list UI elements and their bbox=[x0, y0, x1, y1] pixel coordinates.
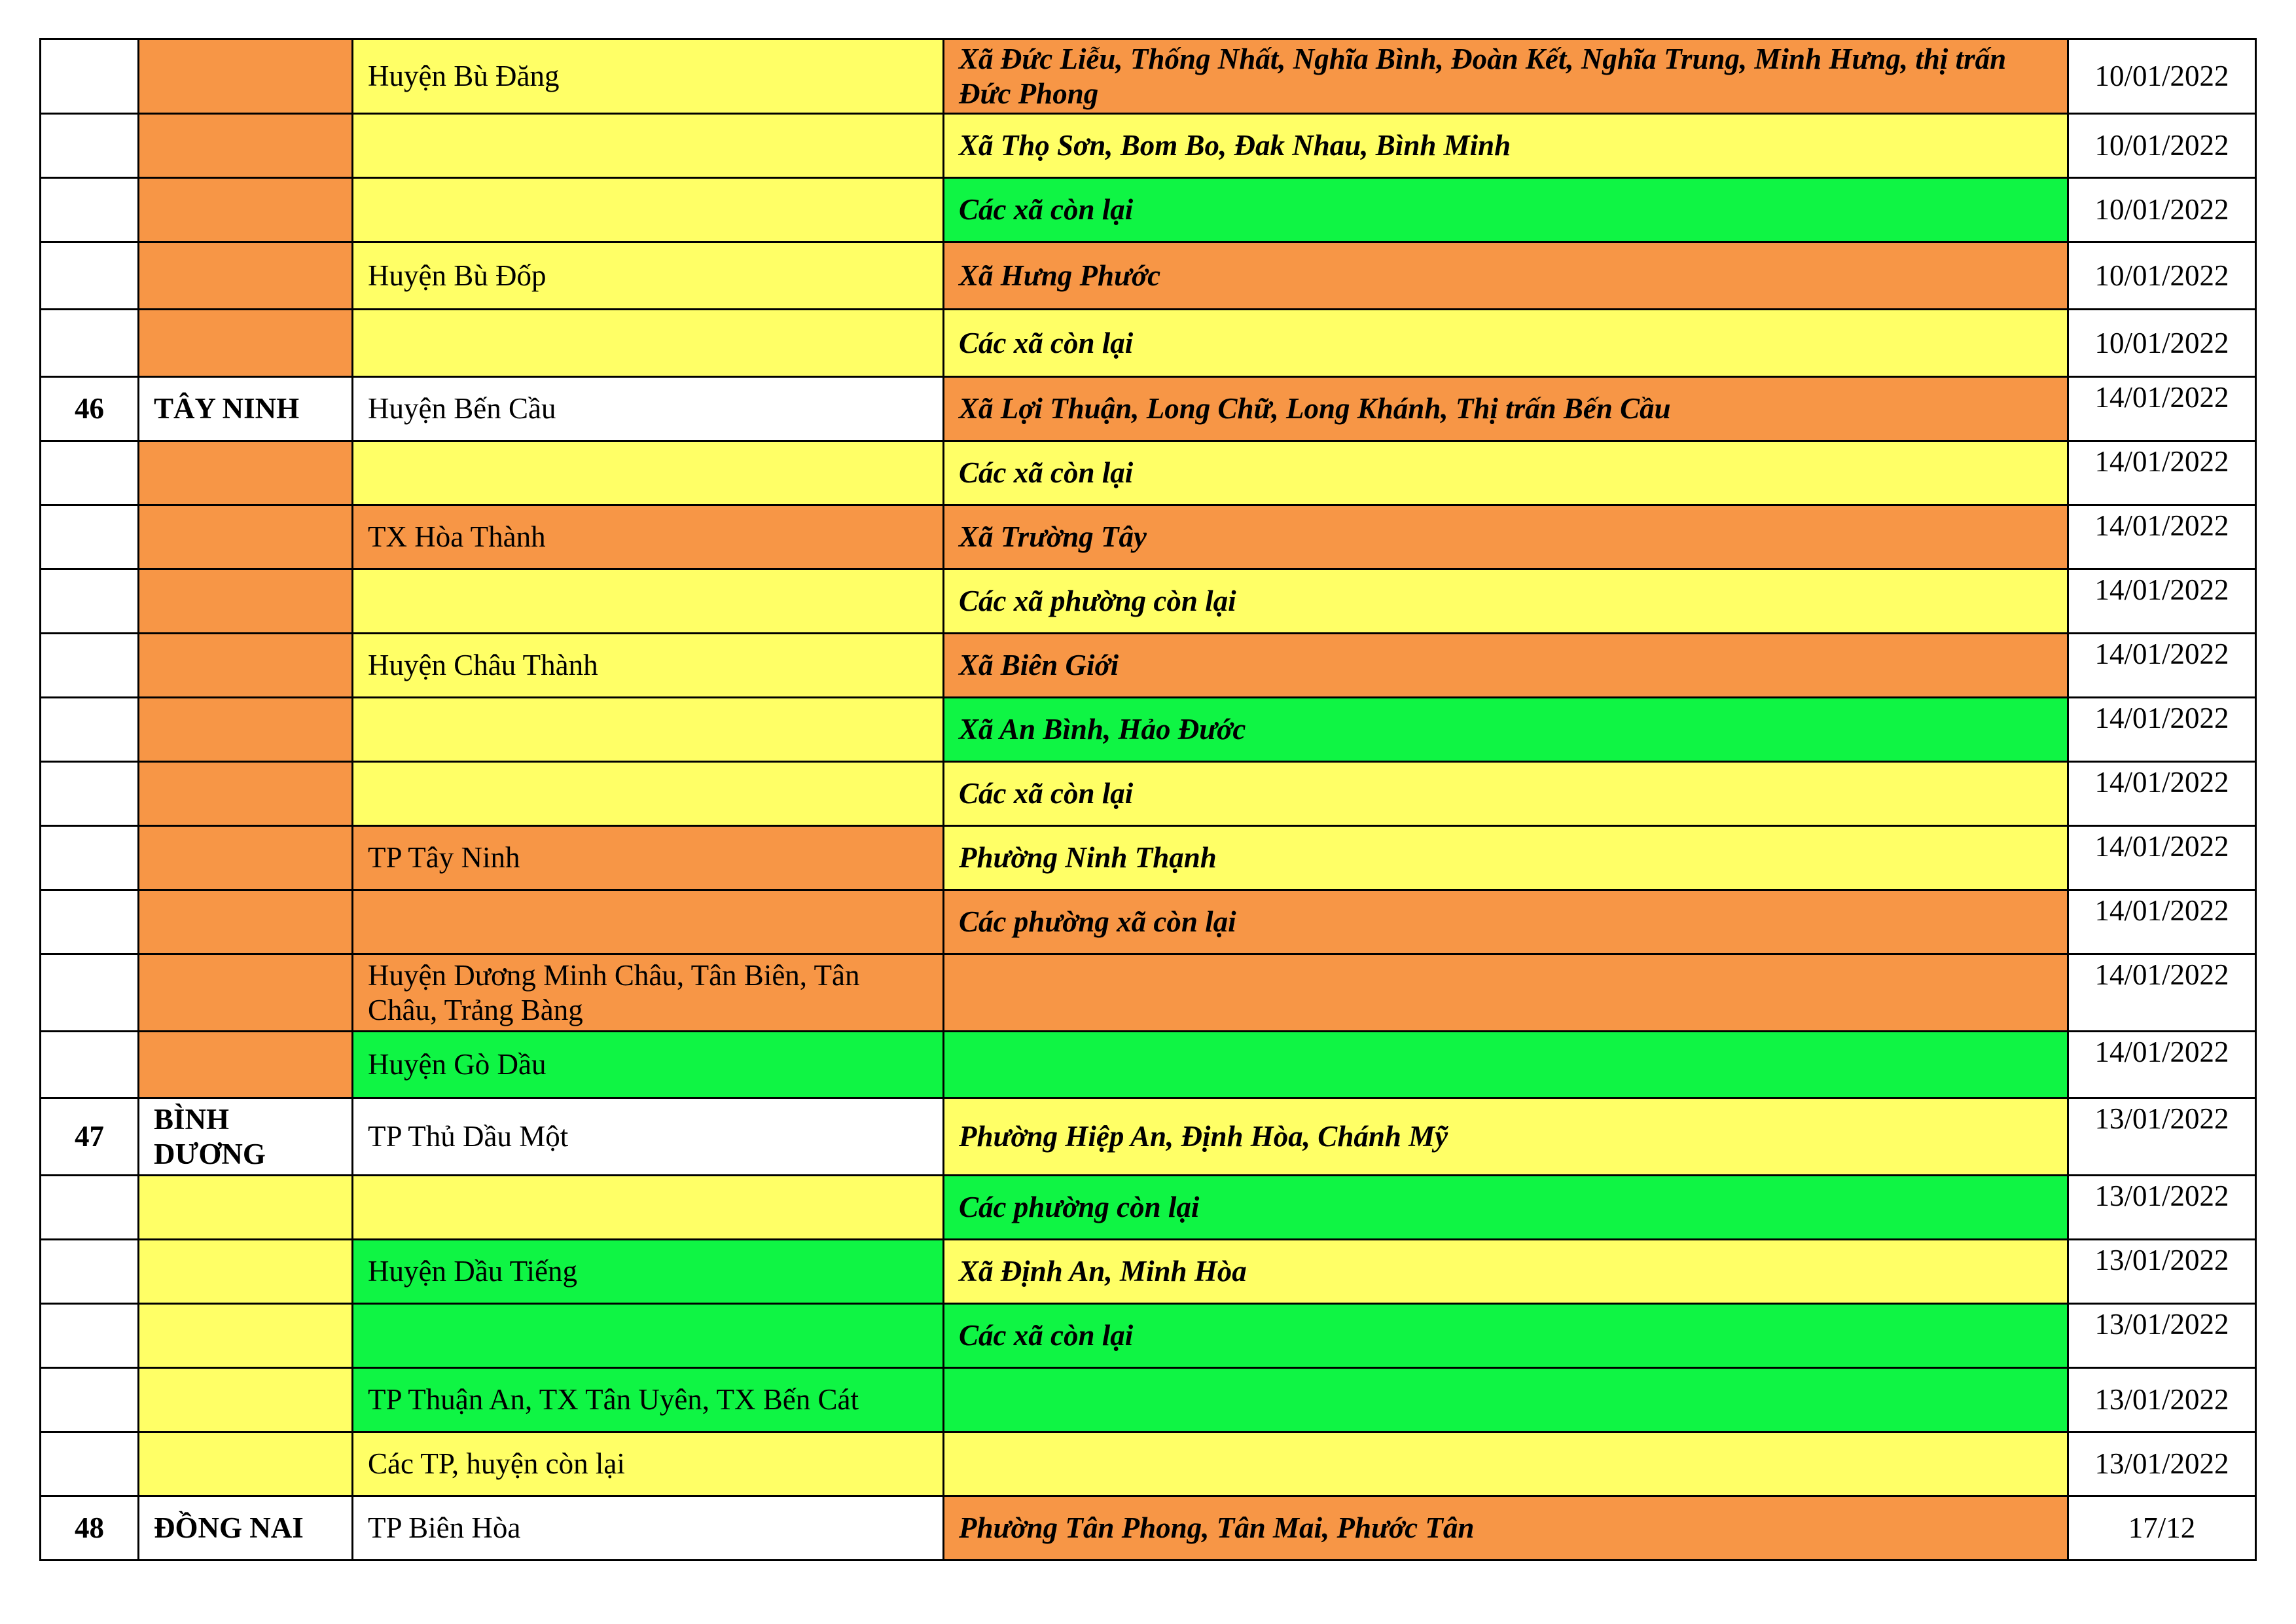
ward-cell: Xã Thọ Sơn, Bom Bo, Đak Nhau, Bình Minh bbox=[944, 114, 2068, 178]
date-cell: 14/01/2022 bbox=[2068, 954, 2256, 1032]
ward-cell: Phường Ninh Thạnh bbox=[944, 826, 2068, 890]
province-cell bbox=[139, 178, 353, 242]
table-row bbox=[41, 890, 2256, 954]
province-cell bbox=[139, 762, 353, 826]
district-cell: TP Thuận An, TX Tân Uyên, TX Bến Cát bbox=[353, 1368, 944, 1432]
ward-cell bbox=[944, 1432, 2068, 1496]
district-cell: Huyện Dầu Tiếng bbox=[353, 1240, 944, 1304]
table-row bbox=[41, 698, 2256, 762]
table-row bbox=[41, 1304, 2256, 1368]
stt-cell bbox=[41, 698, 139, 762]
province-cell bbox=[139, 890, 353, 954]
district-cell bbox=[353, 569, 944, 634]
district-cell: Huyện Dương Minh Châu, Tân Biên, Tân Châu, Trảng Bàng bbox=[353, 954, 944, 1032]
table-row bbox=[41, 1496, 2256, 1561]
province-cell bbox=[139, 634, 353, 698]
date-cell: 13/01/2022 bbox=[2068, 1240, 2256, 1304]
stt-cell bbox=[41, 954, 139, 1032]
province-cell bbox=[139, 826, 353, 890]
table-row bbox=[41, 114, 2256, 178]
province-cell bbox=[139, 1032, 353, 1098]
table-body bbox=[41, 39, 2256, 1561]
district-cell bbox=[353, 1304, 944, 1368]
province-cell bbox=[139, 1368, 353, 1432]
province-cell bbox=[139, 242, 353, 310]
ward-cell: Các xã còn lại bbox=[944, 178, 2068, 242]
covid-risk-level-table bbox=[39, 38, 2257, 1561]
stt-cell bbox=[41, 114, 139, 178]
district-cell bbox=[353, 890, 944, 954]
district-cell: Huyện Châu Thành bbox=[353, 634, 944, 698]
district-cell: TX Hòa Thành bbox=[353, 505, 944, 569]
district-cell bbox=[353, 441, 944, 505]
date-cell: 14/01/2022 bbox=[2068, 890, 2256, 954]
date-cell: 14/01/2022 bbox=[2068, 634, 2256, 698]
table-row bbox=[41, 242, 2256, 310]
table-row bbox=[41, 310, 2256, 377]
stt-cell bbox=[41, 441, 139, 505]
district-cell: TP Biên Hòa bbox=[353, 1496, 944, 1561]
province-cell: BÌNH DƯƠNG bbox=[139, 1098, 353, 1176]
table-row bbox=[41, 377, 2256, 441]
table-row bbox=[41, 1098, 2256, 1176]
date-cell: 13/01/2022 bbox=[2068, 1304, 2256, 1368]
district-cell: TP Thủ Dầu Một bbox=[353, 1098, 944, 1176]
ward-cell: Xã Biên Giới bbox=[944, 634, 2068, 698]
stt-cell: 48 bbox=[41, 1496, 139, 1561]
district-cell: Huyện Bù Đốp bbox=[353, 242, 944, 310]
table-row bbox=[41, 634, 2256, 698]
ward-cell: Xã Trường Tây bbox=[944, 505, 2068, 569]
stt-cell bbox=[41, 242, 139, 310]
district-cell: Các TP, huyện còn lại bbox=[353, 1432, 944, 1496]
table-row bbox=[41, 1432, 2256, 1496]
province-cell bbox=[139, 1432, 353, 1496]
province-cell: ĐỒNG NAI bbox=[139, 1496, 353, 1561]
ward-cell bbox=[944, 1368, 2068, 1432]
ward-cell bbox=[944, 954, 2068, 1032]
date-cell: 14/01/2022 bbox=[2068, 377, 2256, 441]
ward-cell: Các phường còn lại bbox=[944, 1176, 2068, 1240]
district-cell bbox=[353, 178, 944, 242]
ward-cell: Các xã còn lại bbox=[944, 441, 2068, 505]
ward-cell: Xã An Bình, Hảo Đước bbox=[944, 698, 2068, 762]
stt-cell bbox=[41, 1240, 139, 1304]
date-cell: 14/01/2022 bbox=[2068, 762, 2256, 826]
ward-cell: Các phường xã còn lại bbox=[944, 890, 2068, 954]
ward-cell: Các xã phường còn lại bbox=[944, 569, 2068, 634]
district-cell bbox=[353, 762, 944, 826]
ward-cell bbox=[944, 1032, 2068, 1098]
date-cell: 10/01/2022 bbox=[2068, 310, 2256, 377]
date-cell: 14/01/2022 bbox=[2068, 569, 2256, 634]
table-row bbox=[41, 954, 2256, 1032]
district-cell bbox=[353, 114, 944, 178]
ward-cell: Xã Định An, Minh Hòa bbox=[944, 1240, 2068, 1304]
date-cell: 14/01/2022 bbox=[2068, 505, 2256, 569]
table-row bbox=[41, 1240, 2256, 1304]
date-cell: 14/01/2022 bbox=[2068, 698, 2256, 762]
ward-cell: Các xã còn lại bbox=[944, 1304, 2068, 1368]
date-cell: 17/12 bbox=[2068, 1496, 2256, 1561]
stt-cell bbox=[41, 1176, 139, 1240]
date-cell: 13/01/2022 bbox=[2068, 1098, 2256, 1176]
province-cell: TÂY NINH bbox=[139, 377, 353, 441]
district-cell bbox=[353, 1176, 944, 1240]
ward-cell: Các xã còn lại bbox=[944, 310, 2068, 377]
ward-cell: Phường Hiệp An, Định Hòa, Chánh Mỹ bbox=[944, 1098, 2068, 1176]
district-cell: Huyện Bến Cầu bbox=[353, 377, 944, 441]
district-cell bbox=[353, 310, 944, 377]
stt-cell: 47 bbox=[41, 1098, 139, 1176]
stt-cell bbox=[41, 1368, 139, 1432]
table-row bbox=[41, 1032, 2256, 1098]
date-cell: 10/01/2022 bbox=[2068, 39, 2256, 114]
date-cell: 14/01/2022 bbox=[2068, 441, 2256, 505]
date-cell: 10/01/2022 bbox=[2068, 114, 2256, 178]
district-cell bbox=[353, 698, 944, 762]
table-row bbox=[41, 39, 2256, 114]
province-cell bbox=[139, 1176, 353, 1240]
table-row bbox=[41, 441, 2256, 505]
stt-cell bbox=[41, 39, 139, 114]
ward-cell: Các xã còn lại bbox=[944, 762, 2068, 826]
table-row bbox=[41, 569, 2256, 634]
date-cell: 13/01/2022 bbox=[2068, 1432, 2256, 1496]
province-cell bbox=[139, 569, 353, 634]
district-cell: Huyện Gò Dầu bbox=[353, 1032, 944, 1098]
stt-cell bbox=[41, 1304, 139, 1368]
ward-cell: Xã Hưng Phước bbox=[944, 242, 2068, 310]
table-row bbox=[41, 1368, 2256, 1432]
province-cell bbox=[139, 114, 353, 178]
date-cell: 14/01/2022 bbox=[2068, 1032, 2256, 1098]
stt-cell bbox=[41, 1032, 139, 1098]
district-cell: Huyện Bù Đăng bbox=[353, 39, 944, 114]
province-cell bbox=[139, 310, 353, 377]
province-cell bbox=[139, 505, 353, 569]
province-cell bbox=[139, 698, 353, 762]
table-row bbox=[41, 178, 2256, 242]
stt-cell bbox=[41, 1432, 139, 1496]
stt-cell bbox=[41, 569, 139, 634]
date-cell: 13/01/2022 bbox=[2068, 1368, 2256, 1432]
date-cell: 13/01/2022 bbox=[2068, 1176, 2256, 1240]
stt-cell bbox=[41, 310, 139, 377]
table-row bbox=[41, 826, 2256, 890]
district-cell: TP Tây Ninh bbox=[353, 826, 944, 890]
province-cell bbox=[139, 1240, 353, 1304]
date-cell: 10/01/2022 bbox=[2068, 242, 2256, 310]
ward-cell: Xã Lợi Thuận, Long Chữ, Long Khánh, Thị trấn Bến Cầu bbox=[944, 377, 2068, 441]
stt-cell: 46 bbox=[41, 377, 139, 441]
stt-cell bbox=[41, 634, 139, 698]
stt-cell bbox=[41, 826, 139, 890]
province-cell bbox=[139, 39, 353, 114]
table-row bbox=[41, 1176, 2256, 1240]
province-cell bbox=[139, 954, 353, 1032]
ward-cell: Xã Đức Liễu, Thống Nhất, Nghĩa Bình, Đoàn Kết, Nghĩa Trung, Minh Hưng, thị trấn Đức Phong bbox=[944, 39, 2068, 114]
date-cell: 14/01/2022 bbox=[2068, 826, 2256, 890]
table-row bbox=[41, 762, 2256, 826]
stt-cell bbox=[41, 505, 139, 569]
stt-cell bbox=[41, 762, 139, 826]
province-cell bbox=[139, 441, 353, 505]
province-cell bbox=[139, 1304, 353, 1368]
ward-cell: Phường Tân Phong, Tân Mai, Phước Tân bbox=[944, 1496, 2068, 1561]
stt-cell bbox=[41, 178, 139, 242]
table-row bbox=[41, 505, 2256, 569]
date-cell: 10/01/2022 bbox=[2068, 178, 2256, 242]
stt-cell bbox=[41, 890, 139, 954]
